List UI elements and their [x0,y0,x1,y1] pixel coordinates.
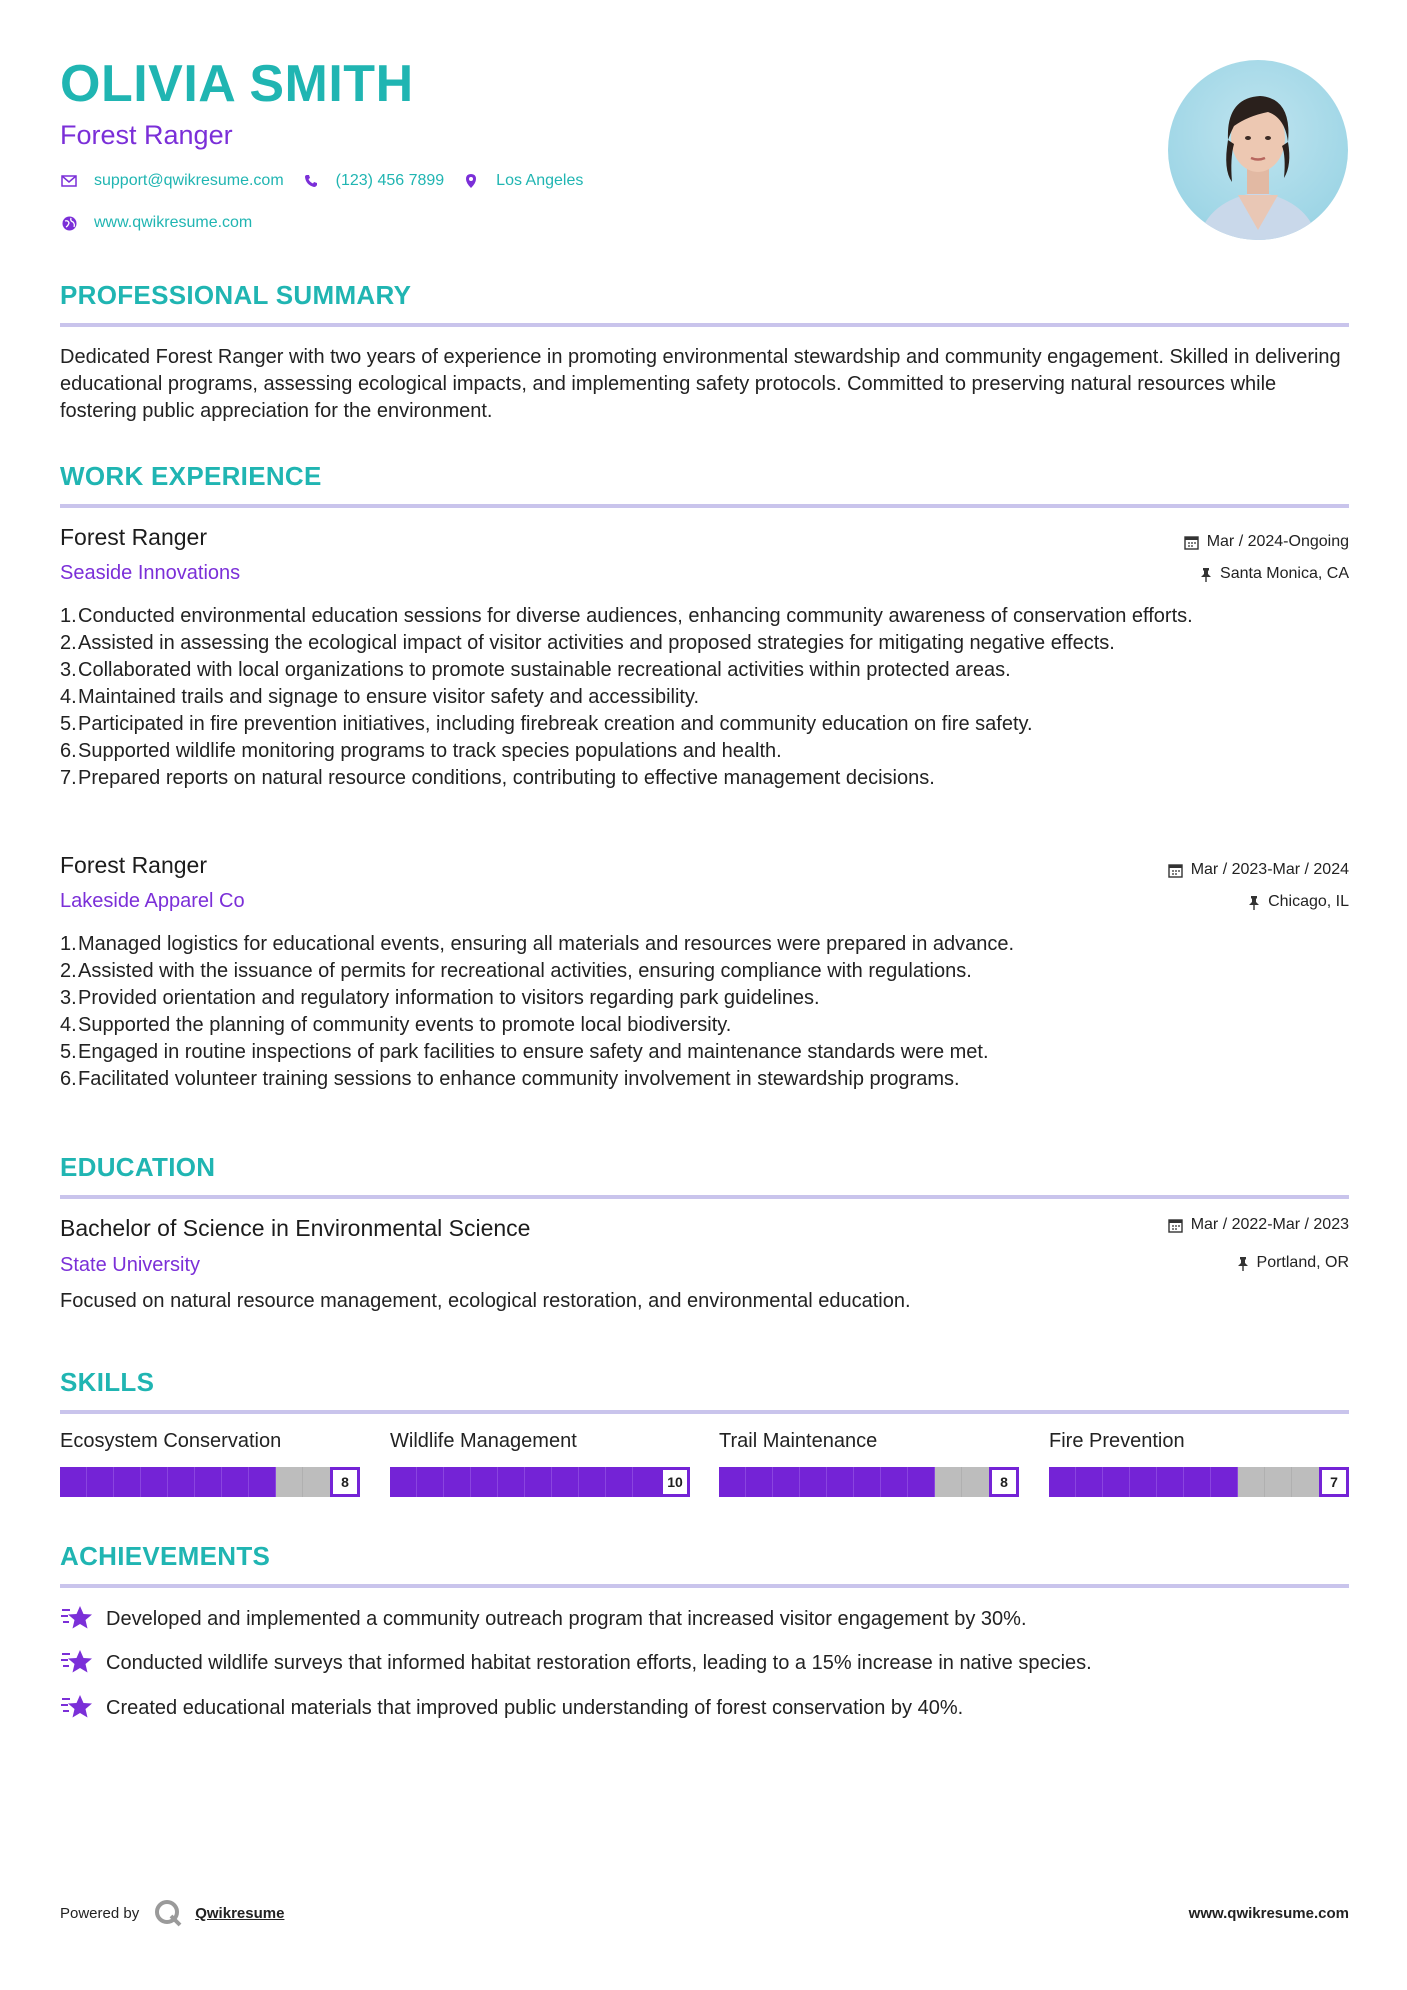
achievements-section-header [60,1541,1349,1588]
skill-segment-filled [800,1467,827,1497]
skill-item [1049,1430,1349,1497]
skill-level-bar [390,1467,690,1497]
skill-segment-filled [827,1467,854,1497]
skill-segment-filled [390,1467,417,1497]
skill-segment-filled [854,1467,881,1497]
list-item: 2. Assisted with the issuance of permits for recreational activities, ensuring compliance with regulations. [60,960,972,982]
skill-segment-filled [195,1467,222,1497]
list-item: 6. Facilitated volunteer training sessions to enhance community involvement in stewardship programs. [60,1068,960,1090]
achievements-heading: ACHIEVEMENTS [60,1541,271,1571]
education-degree: Bachelor of Science in Environmental Science [60,1215,531,1241]
list-item: 3. Provided orientation and regulatory information to visitors regarding park guidelines. [60,987,820,1009]
contact-email[interactable]: support@qwikresume.com [94,172,284,189]
education-section-header [60,1152,1349,1199]
skill-segment-filled [1157,1467,1184,1497]
job-title: Forest Ranger [60,852,208,878]
skill-segment-filled [168,1467,195,1497]
skill-name: Trail Maintenance [719,1430,878,1452]
skill-level-badge: 8 [330,1467,360,1497]
profile-photo [1168,60,1348,240]
pushpin-icon [1200,567,1212,582]
candidate-name: OLIVIA SMITH [60,55,414,113]
pushpin-icon [1248,895,1260,910]
education-heading: EDUCATION [60,1152,216,1182]
list-item: 1. Managed logistics for educational events, ensuring all materials and resources were prepared in advance. [60,933,1015,955]
calendar-icon [1168,863,1183,878]
contact-phone[interactable]: (123) 456 7899 [335,172,445,189]
education-dates-text: Mar / 2022-Mar / 2023 [1190,1216,1349,1233]
skill-segment-filled [719,1467,746,1497]
skill-segment-filled [249,1467,276,1497]
section-divider [60,504,1349,508]
list-item: 4. Maintained trails and signage to ensure visitor safety and accessibility. [60,686,700,708]
job-dates [1168,861,1349,879]
globe-icon [60,214,78,232]
contact-website[interactable]: www.qwikresume.com [94,214,253,231]
job-location [1248,893,1349,911]
location-pin-icon [462,172,480,190]
skill-level-badge: 8 [989,1467,1019,1497]
education-dates [1168,1216,1349,1234]
achievement-item [60,1648,1349,1678]
job-company: Lakeside Apparel Co [60,890,245,912]
skills-section-header [60,1367,1349,1414]
list-item: 4. Supported the planning of community events to promote local biodiversity. [60,1014,732,1036]
list-item: 2. Assisted in assessing the ecological impact of visitor activities and proposed strategies for mitigating negative effects. [60,632,1115,654]
education-location [1237,1254,1349,1272]
skill-level-bar [60,1467,360,1497]
achievement-item [60,1693,1349,1723]
contact-row-2 [60,214,270,232]
skill-item [719,1430,1019,1497]
job-company: Seaside Innovations [60,562,241,584]
list-item: 3. Collaborated with local organizations to promote sustainable recreational activities within protected areas. [60,659,1011,681]
experience-section-header [60,461,1349,508]
candidate-title: Forest Ranger [60,120,233,150]
skill-segment-filled [222,1467,249,1497]
footer-website[interactable]: www.qwikresume.com [1188,1904,1349,1922]
achievement-text: Created educational materials that improved public understanding of forest conservation by 40%. [106,1696,964,1719]
skill-segment-filled [87,1467,114,1497]
achievement-text: Developed and implemented a community outreach program that increased visitor engagement by 30%. [106,1607,1027,1630]
achievement-item [60,1604,1349,1634]
star-award-icon [60,1648,94,1678]
summary-heading: PROFESSIONAL SUMMARY [60,280,412,310]
skill-segment-filled [579,1467,606,1497]
skills-heading: SKILLS [60,1367,155,1397]
calendar-icon [1184,535,1199,550]
job-location-text: Santa Monica, CA [1220,565,1349,582]
list-item: 5. Engaged in routine inspections of park facilities to ensure safety and maintenance standards were met. [60,1041,989,1063]
skill-segment-filled [1076,1467,1103,1497]
skill-segment-filled [1211,1467,1238,1497]
skill-level-bar [1049,1467,1349,1497]
section-divider [60,1195,1349,1199]
list-item: 6. Supported wildlife monitoring programs to track species populations and health. [60,740,782,762]
skill-segment-filled [471,1467,498,1497]
qwikresume-logo-icon [153,1898,183,1928]
section-divider [60,1410,1349,1414]
skill-segment-filled [417,1467,444,1497]
powered-by-label: Powered by [60,1904,140,1922]
experience-heading: WORK EXPERIENCE [60,461,322,491]
star-award-icon [60,1604,94,1634]
skill-segment-filled [746,1467,773,1497]
skill-name: Wildlife Management [390,1430,577,1452]
section-divider [60,1584,1349,1588]
skill-level-badge: 7 [1319,1467,1349,1497]
summary-text: Dedicated Forest Ranger with two years of experience in promoting environmental stewardship and community engagement. Skilled in delivering educational programs, assessing ecological impacts, and implementing safety protocols. Committed to preserving natural resources while fostering public appreciation for the environment. [60,346,1341,422]
skill-level-badge: 10 [660,1467,690,1497]
skill-segment-filled [525,1467,552,1497]
skill-segment-filled [881,1467,908,1497]
skill-item [60,1430,360,1497]
skill-segment-filled [1049,1467,1076,1497]
skill-name: Fire Prevention [1049,1430,1185,1452]
skill-segment-empty [1265,1467,1292,1497]
skill-segment-filled [552,1467,579,1497]
skill-segment-filled [773,1467,800,1497]
email-icon [60,172,78,190]
skill-segment-empty [276,1467,303,1497]
job-bullets [60,603,1349,792]
list-item: 5. Participated in fire prevention initiatives, including firebreak creation and community education on fire safety. [60,713,1033,735]
phone-icon [302,172,320,190]
job-bullets [60,931,1349,1093]
pushpin-icon [1237,1256,1249,1271]
skill-segment-filled [1130,1467,1157,1497]
skill-level-bar [719,1467,1019,1497]
education-description: Focused on natural resource management, ecological restoration, and environmental education. [60,1290,911,1312]
skill-item [390,1430,690,1497]
skill-segment-filled [606,1467,633,1497]
list-item: 1. Conducted environmental education sessions for diverse audiences, enhancing community awareness of conservation efforts. [60,605,1193,627]
page-footer [60,1898,1349,1928]
qwikresume-link[interactable]: Qwikresume [195,1904,285,1922]
skill-segment-filled [114,1467,141,1497]
education-location-text: Portland, OR [1256,1254,1349,1271]
skill-segment-empty [1238,1467,1265,1497]
skill-segment-filled [444,1467,471,1497]
skill-segment-empty [935,1467,962,1497]
achievement-text: Conducted wildlife surveys that informed habitat restoration efforts, leading to a 15% increase in native species. [106,1651,1092,1674]
job-location [1200,565,1349,583]
contact-location: Los Angeles [496,172,584,189]
summary-section-header [60,280,1349,327]
skill-segment-filled [498,1467,525,1497]
star-award-icon [60,1693,94,1723]
calendar-icon [1168,1218,1183,1233]
job-dates-text: Mar / 2024-Ongoing [1206,533,1349,550]
contact-row-1 [60,172,601,190]
skill-segment-filled [1103,1467,1130,1497]
job-title: Forest Ranger [60,524,208,550]
skill-segment-filled [141,1467,168,1497]
job-dates [1184,533,1349,551]
job-location-text: Chicago, IL [1268,893,1349,910]
list-item: 7. Prepared reports on natural resource conditions, contributing to effective management decisions. [60,767,935,789]
section-divider [60,323,1349,327]
skill-segment-filled [1184,1467,1211,1497]
skill-segment-filled [908,1467,935,1497]
skill-segment-filled [60,1467,87,1497]
job-dates-text: Mar / 2023-Mar / 2024 [1190,861,1349,878]
skill-name: Ecosystem Conservation [60,1430,282,1452]
education-school: State University [60,1254,201,1276]
